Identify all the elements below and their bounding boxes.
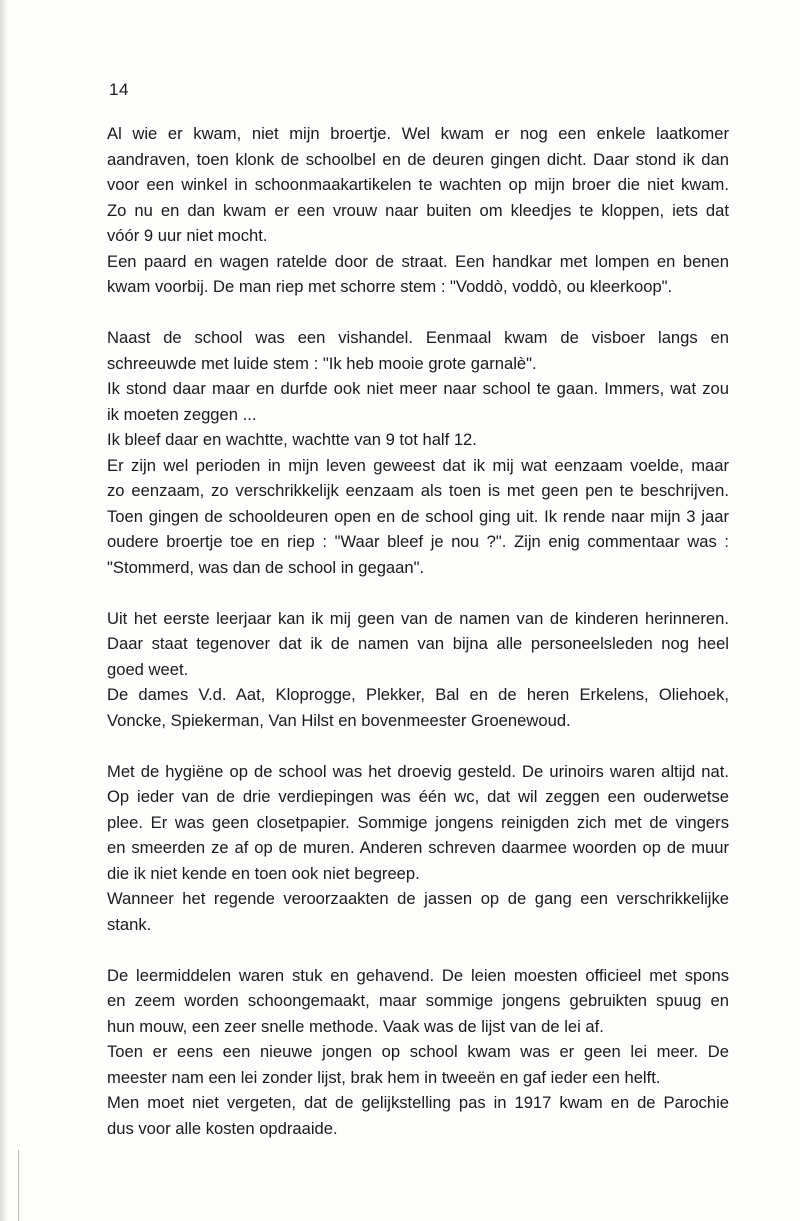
- paragraph: [107, 759, 729, 938]
- text-line: die ik niet kende en toen ook niet begreep.: [107, 863, 420, 883]
- text-line: Met de hygiëne op de school was het droevig gesteld. De urinoirs waren altijd nat.: [107, 761, 729, 781]
- text-line: zo eenzaam, zo verschrikkelijk eenzaam als toen is met geen pen te beschrijven.: [107, 481, 729, 500]
- text-line: meester nam een lei zonder lijst, brak hem in tweeën en gaf ieder een helft.: [107, 1067, 661, 1087]
- text-line: aandraven, toen klonk de schoolbel en de deuren gingen dicht. Daar stond ik dan: [107, 149, 729, 169]
- body-text: [107, 121, 729, 1141]
- text-line: De dames V.d. Aat, Kloprogge, Plekker, Bal en de heren Erkelens, Oliehoek,: [107, 685, 729, 704]
- text-line: "Stommerd, was dan de school in gegaan".: [107, 557, 425, 577]
- paragraph: [107, 121, 729, 300]
- text-line: Voncke, Spiekerman, Van Hilst en bovenmeester Groenewoud.: [107, 710, 571, 730]
- text-line: Al wie er kwam, niet mijn broertje. Wel kwam er nog een enkele laatkomer: [107, 124, 729, 143]
- text-line: Naast de school was een vishandel. Eenmaal kwam de visboer langs en: [107, 328, 729, 347]
- text-line: Er zijn wel perioden in mijn leven geweest dat ik mij wat eenzaam voelde, maar: [107, 455, 729, 475]
- text-line: Ik stond daar maar en durfde ook niet meer naar school te gaan. Immers, wat zou: [107, 379, 729, 398]
- text-line: en zeem worden schoongemaakt, maar sommige jongens gebruikten spuug en: [107, 991, 729, 1010]
- text-line: Een paard en wagen ratelde door de straat. Een handkar met lompen en benen: [107, 251, 729, 271]
- text-line: stank.: [107, 914, 152, 934]
- text-line: Toen er eens een nieuwe jongen op school kwam was er geen lei meer. De: [107, 1042, 729, 1061]
- text-line: goed weet.: [107, 659, 189, 679]
- page-number: 14: [109, 80, 129, 99]
- text-line: De leermiddelen waren stuk en gehavend. De leien moesten officieel met spons: [107, 965, 729, 985]
- spine-shadow-line: [18, 1150, 19, 1221]
- text-line: kwam voorbij. De man riep met schorre stem : "Voddò, voddò, ou kleerkoop".: [107, 277, 673, 296]
- text-line: hun mouw, een zeer snelle methode. Vaak was de lijst van de lei af.: [107, 1016, 604, 1036]
- text-line: en smeerden ze af op de muren. Anderen schreven daarmee woorden op de muur: [107, 838, 729, 857]
- text-line: dus voor alle kosten opdraaide.: [107, 1118, 338, 1138]
- text-line: Zo nu en dan kwam er een vrouw naar buiten om kleedjes te kloppen, iets dat: [107, 200, 729, 220]
- text-line: Uit het eerste leerjaar kan ik mij geen van de namen van de kinderen herinneren.: [107, 608, 729, 628]
- text-line: Op ieder van de drie verdiepingen was één wc, dat wil zeggen een ouderwetse: [107, 787, 729, 806]
- text-line: Ik bleef daar en wachtte, wachtte van 9 tot half 12.: [107, 430, 477, 449]
- paragraph: [107, 606, 729, 734]
- text-line: oudere broertje toe en riep : "Waar bleef je nou ?". Zijn enig commentaar was :: [107, 532, 729, 551]
- text-line: ik moeten zeggen ...: [107, 404, 257, 424]
- paragraph: [107, 325, 729, 580]
- text-line: Daar staat tegenover dat ik de namen van bijna alle personeelsleden nog heel: [107, 634, 729, 653]
- text-line: schreeuwde met luide stem : "Ik heb mooie grote garnalè".: [107, 353, 537, 373]
- text-line: plee. Er was geen closetpapier. Sommige jongens reinigden zich met de vingers: [107, 812, 729, 832]
- text-line: Men moet niet vergeten, dat de gelijkstelling pas in 1917 kwam en de Parochie: [107, 1093, 729, 1112]
- text-line: Toen gingen de schooldeuren open en de school ging uit. Ik rende naar mijn 3 jaar: [107, 506, 729, 526]
- text-line: Wanneer het regende veroorzaakten de jassen op de gang een verschrikkelijke: [107, 889, 729, 908]
- text-line: voor een winkel in schoonmaakartikelen te wachten op mijn broer die niet kwam.: [107, 175, 729, 194]
- paragraph: [107, 963, 729, 1142]
- binding-edge: [0, 0, 8, 1221]
- text-line: vóór 9 uur niet mocht.: [107, 226, 268, 245]
